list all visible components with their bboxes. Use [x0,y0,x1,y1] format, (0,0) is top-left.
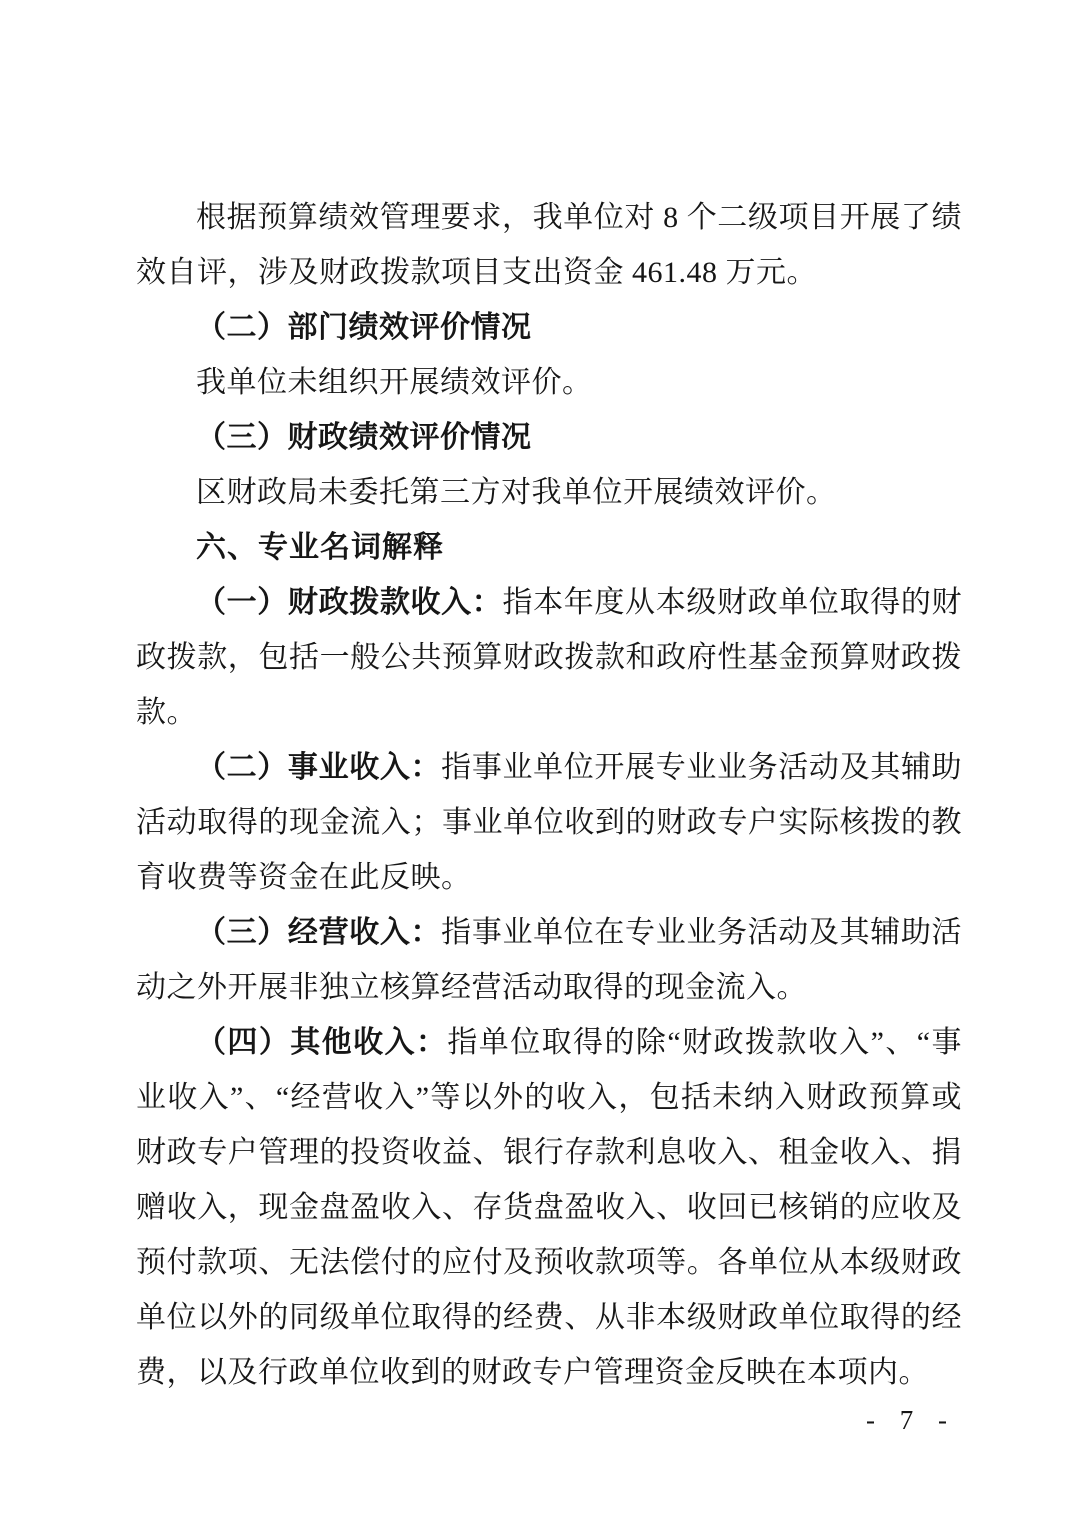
term-definition: 指单位取得的除“财政拨款收入”、“事业收入”、“经营收入”等以外的收入，包括未纳入财政预算或财政专户管理的投资收益、银行存款利息收入、租金收入、捐赠收入，现金盘盈收入、存货盘盈收入、收回已核销的应收及预付款项、无法偿付的应付及预收款项等。各单位从本级财政单位以外的同级单位取得的经费、从非本级财政单位取得的经费，以及行政单位收到的财政专户管理资金反映在本项内。 [136,1026,962,1389]
document-body [136,190,962,1400]
subheading-finance-evaluation: （三）财政绩效评价情况 [196,421,532,454]
paragraph-term-fiscal-appropriation-income [136,575,962,740]
subheading-department-evaluation: （二）部门绩效评价情况 [196,311,532,344]
paragraph-term-business-income [136,905,962,1015]
paragraph-finance-evaluation: 区财政局未委托第三方对我单位开展绩效评价。 [196,476,837,509]
term-definition: 指本年度从本级财政单位取得的财政拨款，包括一般公共预算财政拨款和政府性基金预算财政拨款。 [136,586,963,729]
page-number: - 7 - [866,1405,956,1435]
term-definition: 指事业单位在专业业务活动及其辅助活动之外开展非独立核算经营活动取得的现金流入。 [136,916,963,1004]
paragraph-department-evaluation: 我单位未组织开展绩效评价。 [196,366,593,399]
paragraph-term-other-income [136,1015,962,1400]
paragraph-term-operating-income [136,740,962,905]
section-heading-terminology: 六、专业名词解释 [196,531,444,564]
term-label: （二）事业收入： [196,751,442,784]
term-label: （三）经营收入： [196,916,442,949]
term-label: （四）其他收入： [196,1026,448,1059]
term-label: （一）财政拨款收入： [196,586,503,619]
paragraph-self-evaluation: 根据预算绩效管理要求，我单位对 8 个二级项目开展了绩效自评，涉及财政拨款项目支出资金 461.48 万元。 [136,201,962,289]
term-definition: 指事业单位开展专业业务活动及其辅助活动取得的现金流入；事业单位收到的财政专户实际核拨的教育收费等资金在此反映。 [136,751,963,894]
